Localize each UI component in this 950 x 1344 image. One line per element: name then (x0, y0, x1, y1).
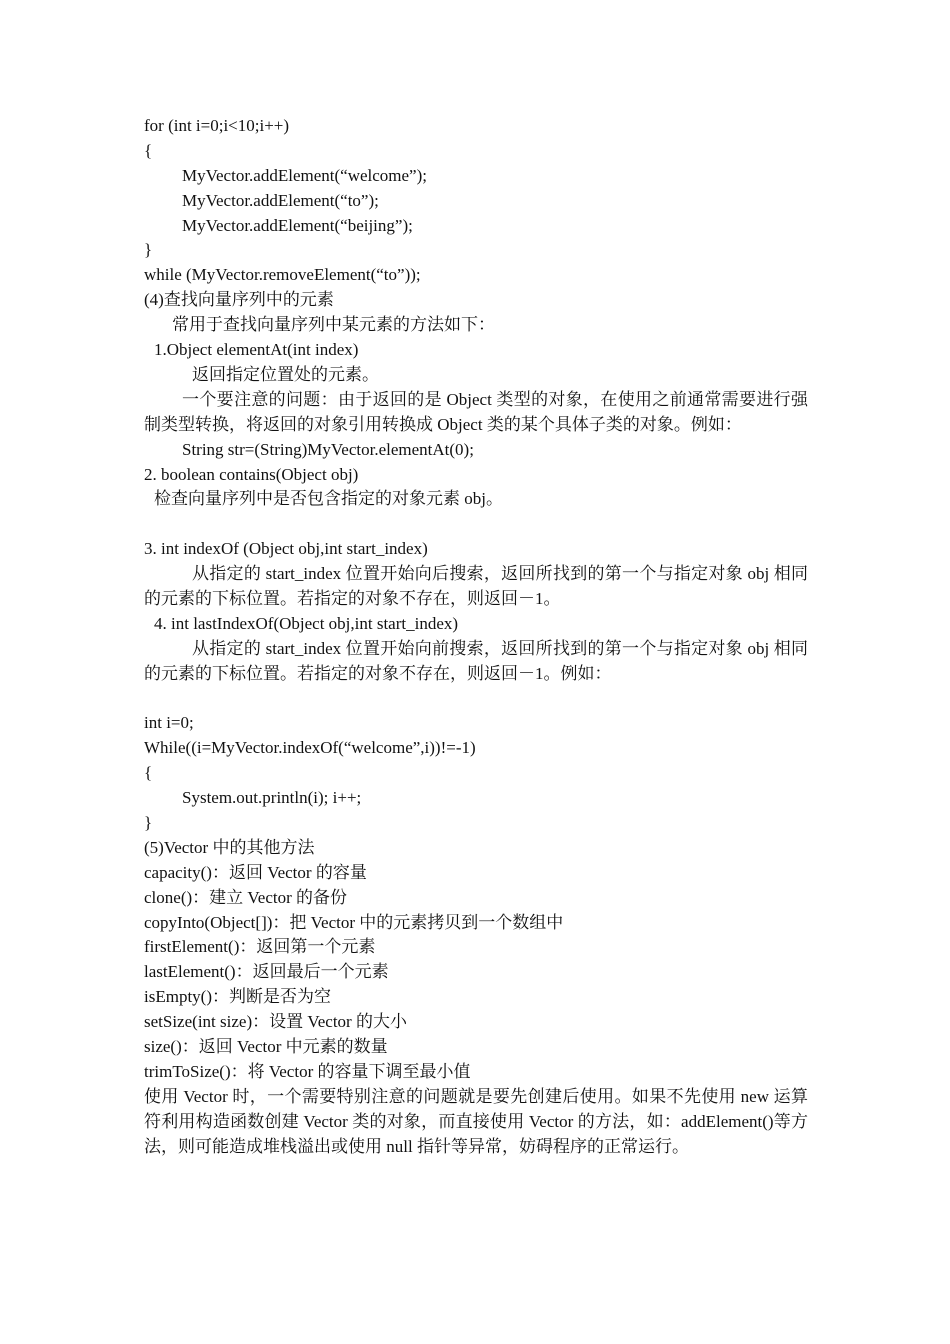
blank-line (144, 687, 808, 712)
code-string-cast: String str=(String)MyVector.elementAt(0); (182, 439, 474, 459)
index-of-desc-text: 从指定的 start_index 位置开始向后搜索，返回所找到的第一个与指定对象 obj 相同的元素的下标位置。若指定的对象不存在，则返回－1。 (144, 564, 808, 608)
method-contains-desc: 检查向量序列中是否包含指定的对象元素 obj。 (154, 489, 503, 509)
method-last-element: lastElement()：返回最后一个元素 (144, 962, 389, 982)
code-add-welcome: MyVector.addElement(“welcome”); (182, 165, 427, 185)
method-trim-to-size: trimToSize()：将 Vector 的容量下调至最小值 (144, 1061, 471, 1081)
method-element-at-desc: 返回指定位置处的元素。 (192, 364, 379, 384)
method-is-empty: isEmpty()：判断是否为空 (144, 987, 331, 1007)
document-body (144, 114, 808, 1160)
code-add-to: MyVector.addElement(“to”); (182, 190, 379, 210)
code-while-remove: while (MyVector.removeElement(“to”)); (144, 265, 421, 285)
code-close-brace: } (144, 240, 153, 260)
method-clone: clone()：建立 Vector 的备份 (144, 887, 348, 907)
index-of-desc-paragraph (144, 562, 808, 612)
method-last-index-of: 4. int lastIndexOf(Object obj,int start_index) (154, 613, 459, 633)
method-element-at: 1.Object elementAt(int index) (154, 340, 359, 360)
last-index-of-desc-paragraph (144, 637, 808, 687)
method-index-of: 3. int indexOf (Object obj,int start_index) (144, 539, 428, 559)
code-close-brace: } (144, 813, 153, 833)
method-size: size()：返回 Vector 中元素的数量 (144, 1037, 388, 1057)
casting-note-paragraph (144, 388, 808, 438)
code-println: System.out.println(i); i++; (182, 788, 362, 808)
code-open-brace: { (144, 763, 153, 783)
blank-line (144, 512, 808, 537)
method-capacity: capacity()：返回 Vector 的容量 (144, 862, 367, 882)
section-intro: 常用于查找向量序列中某元素的方法如下： (172, 315, 495, 335)
method-set-size: setSize(int size)：设置 Vector 的大小 (144, 1012, 407, 1032)
section-heading-5: (5)Vector 中的其他方法 (144, 837, 315, 857)
usage-warning-paragraph: 使用 Vector 时，一个需要特别注意的问题就是要先创建后使用。如果不先使用 new 运算符利用构造函数创建 Vector 类的对象，而直接使用 Vector 的方法，如：addElement()等方法，则可能造成堆栈溢出或使用 null 指针等异常，妨碍程序的正常运行。 (144, 1086, 808, 1156)
method-first-element: firstElement()：返回第一个元素 (144, 937, 376, 957)
method-copy-into: copyInto(Object[])：把 Vector 中的元素拷贝到一个数组中 (144, 912, 564, 932)
casting-note-text: 一个要注意的问题：由于返回的是 Object 类型的对象，在使用之前通常需要进行强制类型转换，将返回的对象引用转换成 Object 类的某个具体子类的对象。例如： (144, 389, 808, 434)
section-heading-4: (4)查找向量序列中的元素 (144, 290, 334, 310)
method-contains: 2. boolean contains(Object obj) (144, 464, 359, 484)
last-index-of-desc-text: 从指定的 start_index 位置开始向前搜索，返回所找到的第一个与指定对象 obj 相同的元素的下标位置。若指定的对象不存在，则返回－1。例如： (144, 638, 808, 683)
code-int-i: int i=0; (144, 713, 194, 733)
code-add-beijing: MyVector.addElement(“beijing”); (182, 215, 413, 235)
code-open-brace: { (144, 140, 153, 160)
code-while-index-of: While((i=MyVector.indexOf(“welcome”,i))!=-1) (144, 738, 476, 758)
code-for-loop: for (int i=0;i<10;i++) (144, 116, 290, 135)
